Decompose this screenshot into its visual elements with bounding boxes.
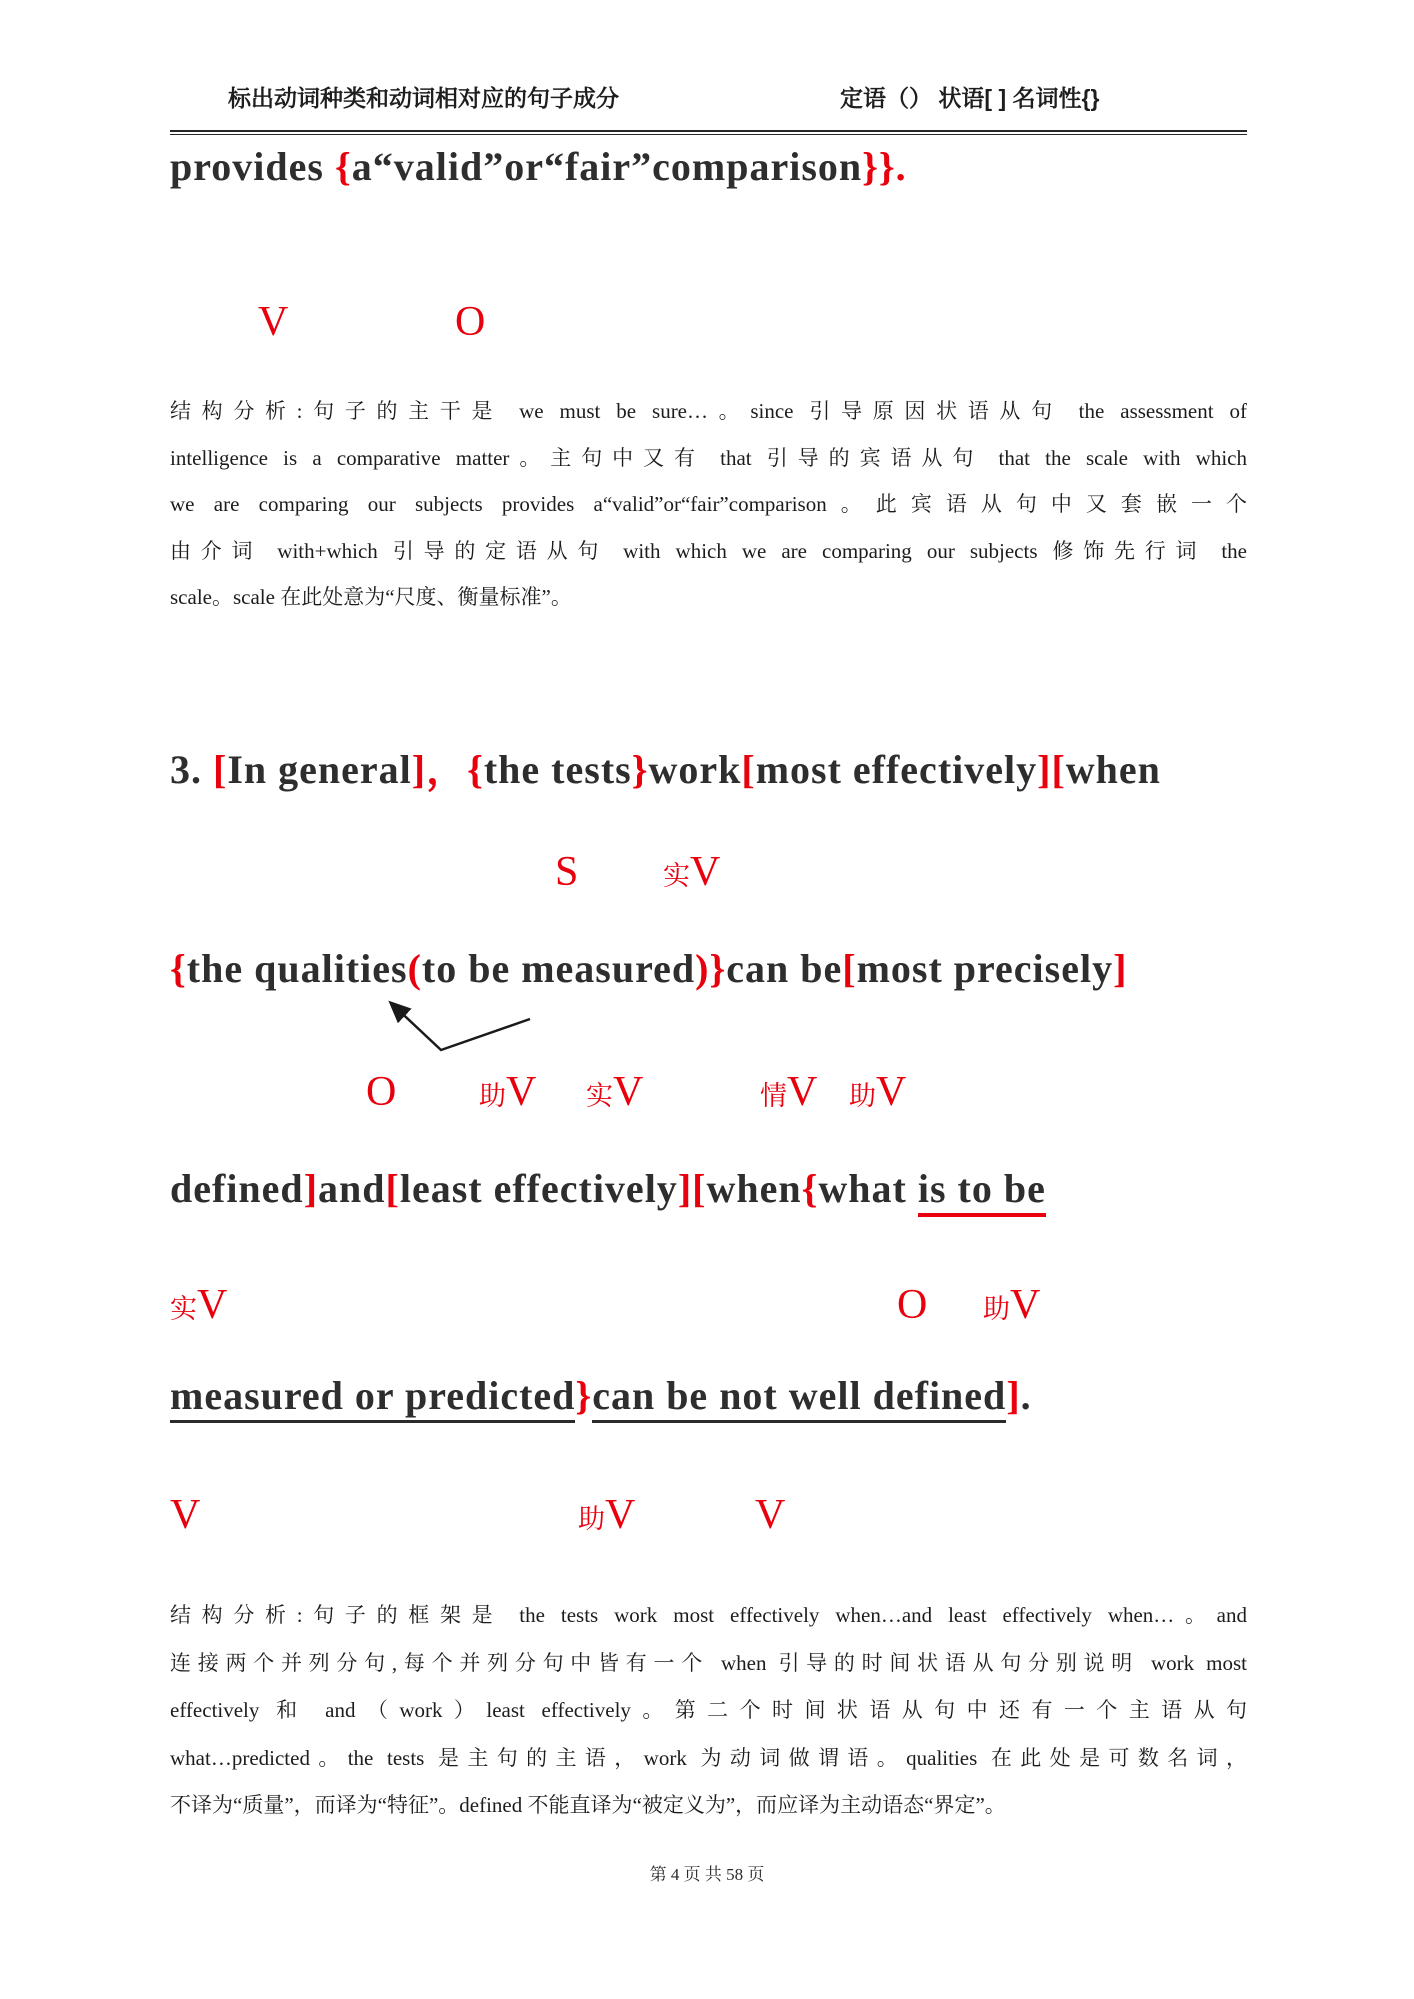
text-segment: can be not well defined bbox=[592, 1373, 1006, 1423]
grammar-marker bbox=[760, 1065, 817, 1128]
text-segment: what bbox=[818, 1166, 918, 1211]
grammar-marker bbox=[578, 1488, 635, 1551]
text-segment: the qualities bbox=[186, 946, 408, 991]
annotation-arrow-icon bbox=[378, 988, 548, 1060]
marker-letter: V bbox=[690, 849, 721, 895]
grammar-marker bbox=[555, 845, 578, 908]
text-segment: work bbox=[648, 747, 742, 792]
text-segment: when bbox=[1065, 747, 1161, 792]
text-segment: ， bbox=[426, 747, 468, 792]
grammar-marker bbox=[755, 1488, 785, 1551]
sentence-3-marker-row-c bbox=[170, 1065, 1247, 1123]
marker-letter: V bbox=[1010, 1282, 1041, 1328]
text-segment: [ bbox=[1051, 747, 1066, 792]
text-segment: a“valid”or“fair”comparison bbox=[351, 144, 863, 189]
text-segment: ] bbox=[411, 747, 427, 792]
analysis-line: 连接两个并列分句,每个并列分句中皆有一个 when 引导的时间状语从句分别说明 work most bbox=[170, 1650, 1247, 1675]
sentence-3-line-1 bbox=[170, 738, 1161, 795]
sentence-3-marker-row-e bbox=[170, 1488, 1247, 1546]
text-segment: ] bbox=[1113, 946, 1128, 991]
text-segment: In general bbox=[227, 747, 412, 792]
grammar-marker bbox=[849, 1065, 906, 1128]
text-segment: { bbox=[467, 747, 484, 792]
sentence-2-marker-row bbox=[170, 295, 1247, 353]
text-segment: least effectively bbox=[399, 1166, 678, 1211]
marker-letter: O bbox=[897, 1282, 928, 1328]
text-segment: measured or predicted bbox=[170, 1373, 575, 1423]
text-segment: { bbox=[801, 1166, 819, 1211]
text-segment: . bbox=[1020, 1373, 1032, 1418]
marker-prefix: 助 bbox=[849, 1081, 876, 1111]
analysis-line: 结构分析:句子的框架是 the tests work most effectively when…and least effectively when…。and bbox=[170, 1603, 1247, 1627]
marker-letter: O bbox=[455, 299, 486, 345]
text-segment: ] bbox=[303, 1166, 319, 1211]
text-segment: provides bbox=[170, 144, 335, 189]
text-segment: [ bbox=[842, 946, 857, 991]
text-segment: [ bbox=[385, 1166, 400, 1211]
text-segment: ) bbox=[695, 946, 710, 991]
text-segment: } bbox=[709, 946, 727, 991]
header-right-legend: 定语（） 状语[ ] 名词性{} bbox=[840, 85, 1100, 111]
text-segment: the tests bbox=[483, 747, 632, 792]
analysis-line: 结构分析:句子的主干是 we must be sure…。since 引导原因状语从句 the assessment of bbox=[170, 399, 1247, 423]
text-segment: to be measured bbox=[421, 946, 696, 991]
text-segment: [ bbox=[741, 747, 756, 792]
sentence-3-line-4 bbox=[170, 1372, 1032, 1419]
marker-letter: V bbox=[258, 299, 289, 345]
text-segment: can be bbox=[726, 946, 843, 991]
marker-letter: O bbox=[366, 1069, 397, 1115]
text-segment: is to be bbox=[918, 1166, 1046, 1217]
analysis-line: scale。scale 在此处意为“尺度、衡量标准”。 bbox=[170, 585, 572, 609]
marker-letter: V bbox=[787, 1069, 818, 1115]
grammar-marker bbox=[897, 1278, 927, 1341]
grammar-marker bbox=[983, 1278, 1040, 1341]
marker-prefix: 助 bbox=[983, 1294, 1010, 1324]
structure-analysis-paragraph-2 bbox=[170, 1592, 1247, 1830]
text-segment: ] bbox=[677, 1166, 693, 1211]
sentence-2-fragment-line bbox=[170, 143, 907, 190]
text-segment: most effectively bbox=[755, 747, 1038, 792]
sentence-3-marker-row-d bbox=[170, 1278, 1247, 1336]
analysis-line: effectively 和 and（work）least effectively。第二个时间状语从句中还有一个主语从句 bbox=[170, 1698, 1247, 1722]
text-segment: and bbox=[318, 1166, 386, 1211]
text-segment: [ bbox=[213, 747, 228, 792]
marker-prefix: 实 bbox=[586, 1081, 613, 1111]
text-segment: most precisely bbox=[856, 946, 1114, 991]
marker-letter: V bbox=[605, 1492, 636, 1538]
text-segment: when bbox=[706, 1166, 802, 1211]
text-segment: [ bbox=[692, 1166, 707, 1211]
marker-letter: V bbox=[506, 1069, 537, 1115]
grammar-marker bbox=[258, 295, 288, 358]
header-rule bbox=[170, 130, 1247, 135]
analysis-line: intelligence is a comparative matter。主句中又有 that 引导的宾语从句 that the scale with which bbox=[170, 445, 1247, 470]
sentence-3-line-3 bbox=[170, 1165, 1046, 1212]
analysis-line: 由介词 with+which 引导的定语从句 with which we are comparing our subjects 修饰先行词 the bbox=[170, 538, 1247, 563]
marker-letter: S bbox=[555, 849, 579, 895]
marker-prefix: 助 bbox=[479, 1081, 506, 1111]
page-footer: 第 4 页 共 58 页 bbox=[649, 1865, 765, 1884]
text-segment: } bbox=[575, 1373, 593, 1418]
sentence-3-line-2 bbox=[170, 945, 1127, 992]
analysis-line: what…predicted。the tests 是主句的主语，work 为动词做谓语。qualities 在此处是可数名词， bbox=[170, 1745, 1247, 1770]
text-segment: 3. bbox=[170, 747, 213, 792]
marker-letter: V bbox=[197, 1282, 228, 1328]
grammar-marker bbox=[455, 295, 485, 358]
text-segment: defined bbox=[170, 1166, 304, 1211]
text-segment: ] bbox=[1006, 1373, 1021, 1418]
text-segment: { bbox=[170, 946, 187, 991]
analysis-line: 不译为“质量”，而译为“特征”。defined 不能直译为“被定义为”，而应译为主动语态“界定”。 bbox=[170, 1793, 1006, 1817]
grammar-marker bbox=[170, 1488, 200, 1551]
text-segment: { bbox=[334, 144, 352, 189]
sentence-3-marker-row-s bbox=[170, 845, 1247, 903]
text-segment: } bbox=[631, 747, 649, 792]
marker-prefix: 实 bbox=[663, 861, 690, 891]
grammar-marker bbox=[366, 1065, 396, 1128]
text-segment: ] bbox=[1037, 747, 1052, 792]
header-left-title: 标出动词种类和动词相对应的句子成分 bbox=[228, 85, 619, 111]
text-segment: }}. bbox=[862, 144, 907, 189]
marker-prefix: 实 bbox=[170, 1294, 197, 1324]
structure-analysis-paragraph-1 bbox=[170, 388, 1247, 621]
text-segment: ( bbox=[407, 946, 422, 991]
grammar-marker bbox=[479, 1065, 536, 1128]
marker-letter: V bbox=[876, 1069, 907, 1115]
grammar-marker bbox=[586, 1065, 643, 1128]
marker-prefix: 情 bbox=[760, 1081, 787, 1111]
marker-prefix: 助 bbox=[578, 1504, 605, 1534]
analysis-line: we are comparing our subjects provides a“valid”or“fair”comparison。此宾语从句中又套嵌一个 bbox=[170, 492, 1247, 516]
grammar-marker bbox=[663, 845, 720, 908]
grammar-marker bbox=[170, 1278, 227, 1341]
marker-letter: V bbox=[613, 1069, 644, 1115]
marker-letter: V bbox=[755, 1492, 786, 1538]
marker-letter: V bbox=[170, 1492, 201, 1538]
